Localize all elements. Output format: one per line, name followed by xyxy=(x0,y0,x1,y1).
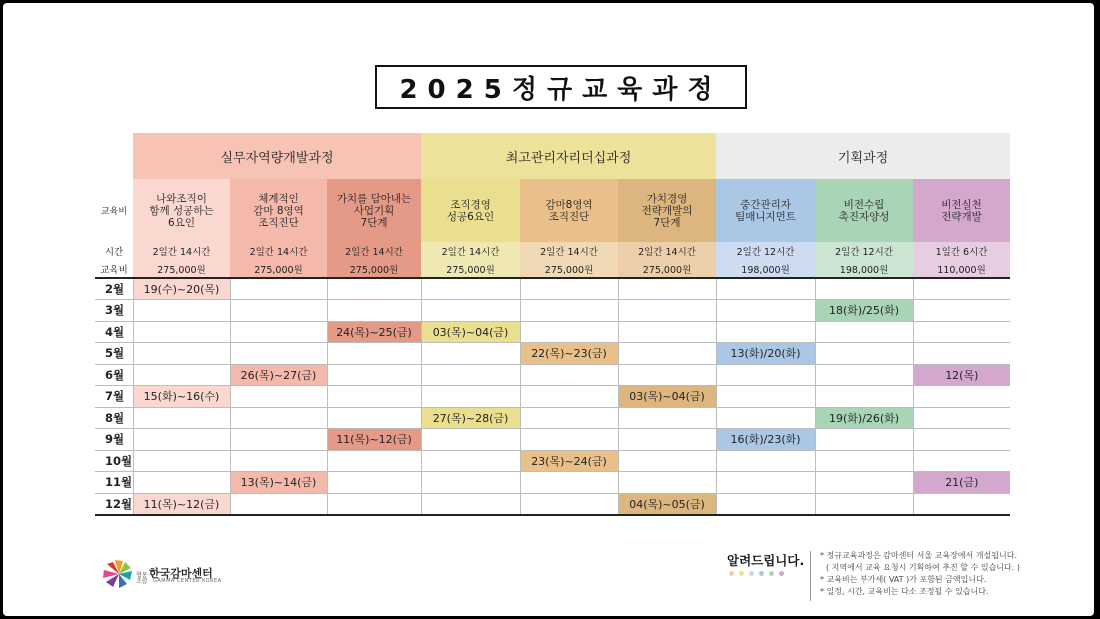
schedule-empty-cell xyxy=(327,472,421,494)
color-dot xyxy=(769,571,774,576)
schedule-empty-cell xyxy=(913,493,1010,515)
row-label-time: 시간 xyxy=(104,247,124,258)
month-label: 11월 xyxy=(95,472,133,494)
schedule-entry: 27(목)~28(금) xyxy=(421,407,520,429)
schedule-empty-cell xyxy=(716,472,815,494)
logo-subtitle: GAMMA CENTER KOREA xyxy=(153,578,222,584)
schedule-entry: 24(목)~25(금) xyxy=(327,321,421,343)
schedule-empty-cell xyxy=(815,364,913,386)
course-name: 나와조직이 함께 성공하는 6요인 xyxy=(133,179,230,242)
schedule-empty-cell xyxy=(716,300,815,322)
schedule-empty-cell xyxy=(327,493,421,515)
course-time: 1일간 6시간 xyxy=(913,242,1010,260)
schedule-empty-cell xyxy=(327,450,421,472)
schedule-entry: 12(목) xyxy=(913,364,1010,386)
schedule-empty-cell xyxy=(815,343,913,365)
course-fee: 275,000원 xyxy=(133,260,230,278)
gamma-center-logo-icon xyxy=(99,558,139,590)
schedule-empty-cell xyxy=(815,429,913,451)
schedule-entry: 23(목)~24(금) xyxy=(520,450,618,472)
notice-note: * 정규교육과정은 감마센터 서울 교육장에서 개설됩니다. xyxy=(820,551,1017,560)
course-fee: 110,000원 xyxy=(913,260,1010,278)
schedule-empty-cell xyxy=(716,386,815,408)
schedule-empty-cell xyxy=(913,343,1010,365)
schedule-empty-cell xyxy=(520,386,618,408)
course-name: 감마8영역 조직진단 xyxy=(520,179,618,242)
schedule-empty-cell xyxy=(230,450,327,472)
schedule-empty-cell xyxy=(133,364,230,386)
course-time: 2일간 14시간 xyxy=(618,242,716,260)
table-row xyxy=(95,278,1010,300)
schedule-table xyxy=(95,133,1010,516)
row-label-fee: 교육비 xyxy=(95,260,133,278)
logo-name: 한국감마센터 xyxy=(149,567,213,580)
schedule-empty-cell xyxy=(716,321,815,343)
month-label: 5월 xyxy=(95,343,133,365)
schedule-empty-cell xyxy=(421,386,520,408)
schedule-empty-cell xyxy=(913,407,1010,429)
schedule-entry: 19(수)~20(목) xyxy=(133,278,230,300)
schedule-empty-cell xyxy=(815,278,913,300)
schedule-empty-cell xyxy=(230,407,327,429)
month-label: 2월 xyxy=(95,278,133,300)
schedule-empty-cell xyxy=(618,429,716,451)
schedule-entry: 03(목)~04(금) xyxy=(618,386,716,408)
table-row xyxy=(95,407,1010,429)
schedule-empty-cell xyxy=(327,300,421,322)
schedule-empty-cell xyxy=(815,472,913,494)
table-row xyxy=(95,300,1010,322)
schedule-empty-cell xyxy=(421,300,520,322)
course-time: 2일간 12시간 xyxy=(716,242,815,260)
corner-cell xyxy=(95,133,133,179)
month-label: 6월 xyxy=(95,364,133,386)
table-row xyxy=(95,450,1010,472)
category-header: 실무자역량개발과정 xyxy=(133,133,421,179)
course-time: 2일간 14시간 xyxy=(230,242,327,260)
schedule-entry: 11(목)~12(금) xyxy=(133,493,230,515)
schedule-empty-cell xyxy=(716,278,815,300)
course-name: 비전실천 전략개발 xyxy=(913,179,1010,242)
color-dot xyxy=(779,571,784,576)
schedule-empty-cell xyxy=(618,407,716,429)
schedule-empty-cell xyxy=(133,472,230,494)
schedule-empty-cell xyxy=(230,321,327,343)
schedule-empty-cell xyxy=(133,300,230,322)
month-label: 9월 xyxy=(95,429,133,451)
schedule-empty-cell xyxy=(716,407,815,429)
color-dot xyxy=(759,571,764,576)
course-fee: 275,000원 xyxy=(618,260,716,278)
schedule-empty-cell xyxy=(913,450,1010,472)
schedule-empty-cell xyxy=(716,450,815,472)
table-row xyxy=(95,321,1010,343)
schedule-empty-cell xyxy=(618,343,716,365)
schedule-empty-cell xyxy=(421,343,520,365)
month-label: 12월 xyxy=(95,493,133,515)
schedule-empty-cell xyxy=(913,386,1010,408)
color-dot xyxy=(749,571,754,576)
schedule-empty-cell xyxy=(913,278,1010,300)
course-name: 가치를 담아내는 사업기획 7단계 xyxy=(327,179,421,242)
course-name: 비전수립 촉진자양성 xyxy=(815,179,913,242)
table-row xyxy=(95,364,1010,386)
schedule-empty-cell xyxy=(133,429,230,451)
schedule-empty-cell xyxy=(230,493,327,515)
logo-coop-label: 협동 조합 xyxy=(136,572,148,585)
schedule-empty-cell xyxy=(133,450,230,472)
schedule-empty-cell xyxy=(815,493,913,515)
schedule-empty-cell xyxy=(520,493,618,515)
schedule-empty-cell xyxy=(421,450,520,472)
schedule-empty-cell xyxy=(520,364,618,386)
course-time: 2일간 14시간 xyxy=(520,242,618,260)
course-fee: 198,000원 xyxy=(716,260,815,278)
month-label: 10월 xyxy=(95,450,133,472)
schedule-empty-cell xyxy=(520,407,618,429)
notice-notes xyxy=(820,550,1020,598)
schedule-entry: 13(목)~14(금) xyxy=(230,472,327,494)
course-fee: 275,000원 xyxy=(327,260,421,278)
notice-note: ( 지역에서 교육 요청시 기획하여 추진 할 수 있습니다. ) xyxy=(826,563,1020,572)
schedule-empty-cell xyxy=(520,429,618,451)
course-name: 중간관리자 팀매니지먼트 xyxy=(716,179,815,242)
notice-note: * 일정, 시간, 교육비는 다소 조정될 수 있습니다. xyxy=(820,587,989,596)
schedule-empty-cell xyxy=(815,450,913,472)
schedule-empty-cell xyxy=(618,278,716,300)
schedule-empty-cell xyxy=(133,343,230,365)
month-label: 8월 xyxy=(95,407,133,429)
notice-dots xyxy=(729,571,784,576)
schedule-empty-cell xyxy=(133,407,230,429)
table-row xyxy=(95,343,1010,365)
schedule-empty-cell xyxy=(618,364,716,386)
course-time: 2일간 12시간 xyxy=(815,242,913,260)
course-fee: 198,000원 xyxy=(815,260,913,278)
schedule-entry: 21(금) xyxy=(913,472,1010,494)
schedule-empty-cell xyxy=(230,300,327,322)
course-time: 2일간 14시간 xyxy=(421,242,520,260)
schedule-empty-cell xyxy=(618,472,716,494)
schedule-empty-cell xyxy=(327,343,421,365)
color-dot xyxy=(739,571,744,576)
schedule-empty-cell xyxy=(421,472,520,494)
category-header: 기획과정 xyxy=(716,133,1010,179)
notice-note: * 교육비는 부가세( VAT )가 포함된 금액입니다. xyxy=(820,575,987,584)
schedule-empty-cell xyxy=(327,386,421,408)
notice-title: 알려드립니다. xyxy=(727,553,805,568)
course-time: 2일간 14시간 xyxy=(133,242,230,260)
schedule-entry: 16(화)/23(화) xyxy=(716,429,815,451)
schedule-entry: 18(화)/25(화) xyxy=(815,300,913,322)
schedule-empty-cell xyxy=(520,300,618,322)
schedule-empty-cell xyxy=(520,321,618,343)
schedule-empty-cell xyxy=(815,321,913,343)
color-dot xyxy=(729,571,734,576)
category-header: 최고관리자리더십과정 xyxy=(421,133,716,179)
course-name: 체계적인 감마 8영역 조직진단 xyxy=(230,179,327,242)
schedule-empty-cell xyxy=(716,493,815,515)
schedule-entry: 13(화)/20(화) xyxy=(716,343,815,365)
schedule-empty-cell xyxy=(230,386,327,408)
schedule-entry: 19(화)/26(화) xyxy=(815,407,913,429)
schedule-empty-cell xyxy=(618,300,716,322)
month-label: 7월 xyxy=(95,386,133,408)
schedule-empty-cell xyxy=(913,321,1010,343)
course-name: 가치경영 전략개발의 7단계 xyxy=(618,179,716,242)
schedule-entry: 11(목)~12(금) xyxy=(327,429,421,451)
table-row xyxy=(95,429,1010,451)
course-fee: 275,000원 xyxy=(520,260,618,278)
schedule-empty-cell xyxy=(913,429,1010,451)
schedule-empty-cell xyxy=(230,278,327,300)
schedule-empty-cell xyxy=(230,343,327,365)
table-row xyxy=(95,386,1010,408)
course-fee: 275,000원 xyxy=(230,260,327,278)
course-name: 조직경영 성공6요인 xyxy=(421,179,520,242)
page-title: 2025정규교육과정 xyxy=(375,65,747,109)
course-fee: 275,000원 xyxy=(421,260,520,278)
schedule-empty-cell xyxy=(421,278,520,300)
schedule-empty-cell xyxy=(913,300,1010,322)
schedule-empty-cell xyxy=(327,407,421,429)
schedule-empty-cell xyxy=(716,364,815,386)
schedule-empty-cell xyxy=(618,450,716,472)
schedule-empty-cell xyxy=(327,364,421,386)
schedule-empty-cell xyxy=(327,278,421,300)
course-time: 2일간 14시간 xyxy=(327,242,421,260)
schedule-empty-cell xyxy=(421,493,520,515)
notice-divider xyxy=(810,551,811,601)
schedule-empty-cell xyxy=(421,429,520,451)
schedule-empty-cell xyxy=(133,321,230,343)
row-label-course: 교육비 xyxy=(100,207,128,217)
schedule-empty-cell xyxy=(520,278,618,300)
schedule-entry: 15(화)~16(수) xyxy=(133,386,230,408)
schedule-empty-cell xyxy=(618,321,716,343)
schedule-entry: 04(목)~05(금) xyxy=(618,493,716,515)
schedule-entry: 03(목)~04(금) xyxy=(421,321,520,343)
schedule-empty-cell xyxy=(230,429,327,451)
table-row xyxy=(95,472,1010,494)
table-row xyxy=(95,493,1010,515)
month-label: 4월 xyxy=(95,321,133,343)
month-label: 3월 xyxy=(95,300,133,322)
schedule-empty-cell xyxy=(520,472,618,494)
schedule-empty-cell xyxy=(815,386,913,408)
schedule-entry: 26(목)~27(금) xyxy=(230,364,327,386)
schedule-empty-cell xyxy=(421,364,520,386)
page xyxy=(3,3,1094,616)
schedule-entry: 22(목)~23(금) xyxy=(520,343,618,365)
